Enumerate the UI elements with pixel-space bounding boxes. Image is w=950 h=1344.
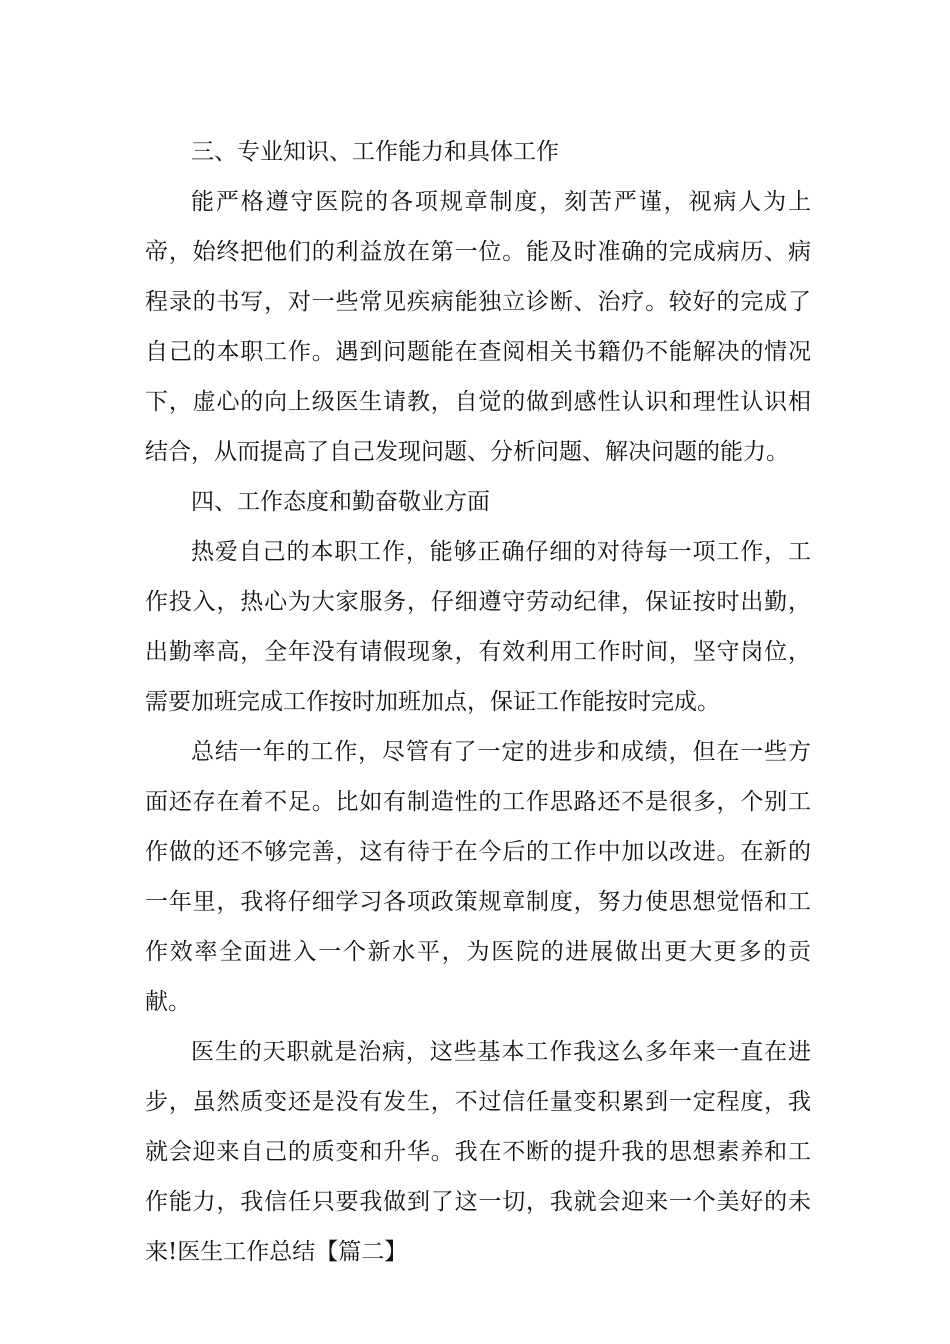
paragraph-annual-summary: 总结一年的工作，尽管有了一定的进步和成绩，但在一些方面还存在着不足。比如有制造性的工作思路还不是很多，个别工作做的还不够完善，这有待于在今后的工作中加以改进。在新的一年里，我将仔细学习各项政策规章制度，努力使思想觉悟和工作效率全面进入一个新水平，为医院的进展做出更大更多的贡献。	[145, 739, 811, 1015]
paragraph-professional-work: 能严格遵守医院的各项规章制度，刻苦严谨，视病人为上帝，始终把他们的利益放在第一位。能及时准确的完成病历、病程录的书写，对一些常见疾病能独立诊断、治疗。较好的完成了自己的本职工作。遇到问题能在查阅相关书籍仍不能解决的情况下，虚心的向上级医生请教，自觉的做到感性认识和理性认识相结合，从而提高了自己发现问题、分析问题、解决问题的能力。	[145, 189, 811, 465]
paragraph-work-attitude: 热爱自己的本职工作，能够正确仔细的对待每一项工作，工作投入，热心为大家服务，仔细遵守劳动纪律，保证按时出勤，出勤率高，全年没有请假现象，有效利用工作时间，坚守岗位，需要加班完成工作按时加班加点，保证工作能按时完成。	[145, 539, 811, 715]
section-heading-work-attitude: 四、工作态度和勤奋敬业方面	[191, 489, 490, 515]
section-heading-professional-work: 三、专业知识、工作能力和具体工作	[191, 139, 559, 165]
paragraph-closing: 医生的天职就是治病，这些基本工作我这么多年来一直在进步，虽然质变还是没有发生，不过信任量变积累到一定程度，我就会迎来自己的质变和升华。我在不断的提升我的思想素养和工作能力，我信任只要我做到了这一切，我就会迎来一个美好的未来!医生工作总结【篇二】	[145, 1039, 811, 1265]
document-body	[145, 127, 811, 1277]
